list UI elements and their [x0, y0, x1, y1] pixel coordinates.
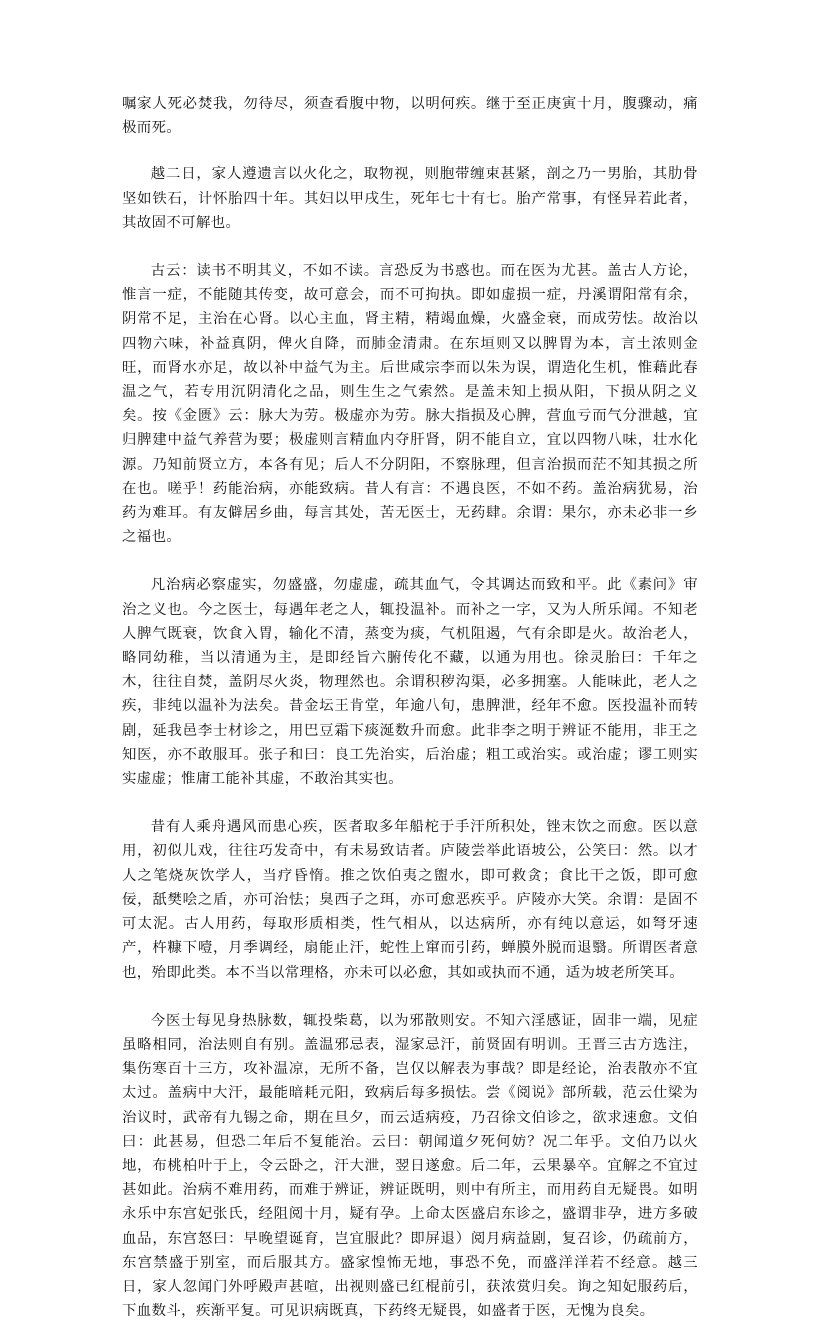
paragraph-6: 今医士每见身热脉数，辄投柴葛，以为邪散则安。不知六淫感证，固非一端，见症虽略相同，治法则自有别。盖温邪忌表，湿家忌汗，前贤固有明训。王晋三古方选注，集伤寒百十三方，攻补温凉，无所不备，岂仅以解表为事哉？即是经论，治表散亦不宜太过。盖病中大汗，最能暗耗元阳，致病后每多损怯。尝《阅说》部所载，范云仕梁为治议时，武帝有九锡之命，期在旦夕，而云适病疫，乃召徐文伯诊之，欲求速愈。文伯曰：此甚易，但恐二年后不复能治。云曰：朝闻道夕死何妨？况二年乎。文伯乃以火 地，布桃柏叶于上，令云卧之，汗大泄，翌日遂愈。后二年，云果暴卒。宜解之不宜过甚如此。治病不难用药，而难于辨证，辨证既明，则中有所主，而用药自无疑畏。如明永乐中东宫妃张氏，经阻阅十月，疑有孕。上命太医盛启东诊之，盛谓非孕，进方多破血品，东宫怒曰：早晚望诞育，岂宜服此？即屏退）阅月病益剧，复召诊，仍疏前方，东宫禁盛于别室，而后服其方。盛家惶怖无地，事恐不免，而盛洋洋若不经意。越三日，家人忽闻门外呼殿声甚喧，出视则盛已红棍前引，获浓赏归矣。询之知妃服药后，下血数斗，疾渐平复。可见识病既真，下药终无疑畏，如盛者于医，无愧为良矣。 — [122, 1012, 698, 1320]
document-page — [122, 92, 698, 1323]
paragraph-1: 嘱家人死必焚我，勿待尽，须查看腹中物，以明何疾。继于至正庚寅十月，腹骤动，痛极而死。 — [122, 96, 698, 137]
paragraph-4: 凡治病必察虚实，勿盛盛，勿虚虚，疏其血气，令其调达而致和平。此《素问》审治之义也。今之医士，每遇年老之人，辄投温补。而补之一字，又为人所乐闻。不知老人脾气既衰，饮食入胃，输化不清，蒸变为痰，气机阻遏，气有余即是火。故治老人，略同幼稚，当以清通为主，是即经旨六腑传化不藏，以通为用也。徐灵胎曰：千年之木，往往自焚，盖阴尽火炎，物理然也。余谓积秽沟渠，必多拥塞。人能味此，老人之疾，非纯以温补为法矣。昔金坛王肯堂，年逾八旬，患脾泄，经年不愈。医投温补而转剧，延我邑李士材诊之，用巴豆霜下痰涎数升而愈。此非李之明于辨证不能用，非王之知医，亦不敢服耳。张子和曰：良工先治实，后治虚；粗工或治实。或治虚；谬工则实实虚虚；惟庸工能补其虚，不敢治其实也。 — [122, 577, 698, 788]
paragraph-3: 古云：读书不明其义，不如不读。言恐反为书惑也。而在医为尤甚。盖古人方论，惟言一症，不能随其传变，故可意会，而不可拘执。即如虚损一症，丹溪谓阳常有余，阴常不足，主治在心肾。以心主血，肾主精，精竭血燥，火盛金衰，而成劳怯。故治以四物六味，补益真阴，俾火自降，而肺金清肃。在东垣则又以脾胃为本，言土浓则金旺，而肾水亦足，故以补中益气为主。后世咸宗李而以朱为误，谓造化生机，惟藉此春温之气，若专用沉阴清化之品，则生生之气索然。是盖未知上损从阳，下损从阴之义矣。按《金匮》云：脉大为劳。极虚亦为劳。脉大指损及心脾，营血亏而气分泄越，宜归脾建中益气养营为要；极虚则言精血内夺肝肾，阴不能自立，宜以四物八味，壮水化源。乃知前贤立方，本各有见；后人不分阴阳，不察脉理，但言治损而茫不知其损之所在也。嗟乎！药能治病，亦能致病。昔人有言：不遇良医，不如不药。盖治病犹易，治药为难耳。有友僻居乡曲，每言其处，苦无医士，无药肆。余谓：果尔，亦未必非一乡之福也。 — [122, 263, 698, 546]
paragraph-5: 昔有人乘舟遇风而患心疾，医者取多年船柁于手汗所积处，锉末饮之而愈。医以意用，初似儿戏，往往巧发奇中，有未易致诘者。庐陵尝举此语坡公，公笑曰：然。以才人之笔烧灰饮学人，当疗昏惰。推之饮伯夷之盥水，即可救贪；食比干之饭，即可愈佞，舐樊哙之盾，亦可治怯；臭西子之珥，亦可愈恶疾乎。庐陵亦大笑。余谓：是固不可太泥。古人用药，每取形质相类，性气相从，以达病所，亦有纯以意运，如弩牙速产，杵糠下噎，月季调经，扇能止汗，蛇性上窜而引药，蝉膜外脱而退翳。所谓医者意也，殆即此类。本不当以常理格，亦未可以必愈，其如或执而不通，适为坡老所笑耳。 — [122, 819, 698, 981]
paragraph-2: 越二日，家人遵遗言以火化之，取物视，则胞带缠束甚紧，剖之乃一男胎，其肋骨坚如铁石，计怀胎四十年。其妇以甲戌生，死年七十有七。胎产常事，有怪异若此者，其故固不可解也。 — [122, 166, 698, 231]
